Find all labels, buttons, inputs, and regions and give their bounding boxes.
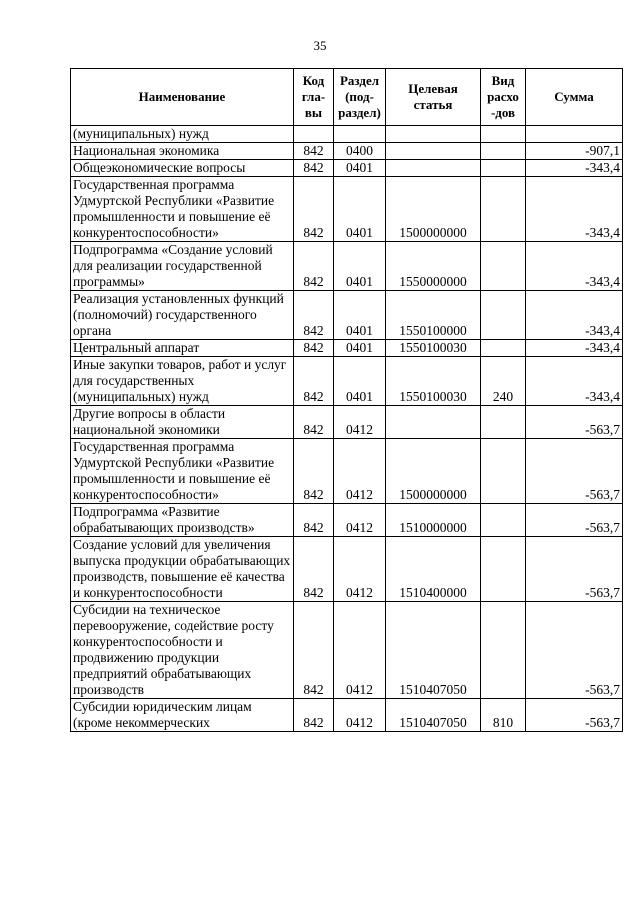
table-body (71, 126, 623, 732)
cell-code: 842 (294, 242, 334, 291)
cell-type (481, 242, 526, 291)
cell-name: Общеэкономические вопросы (71, 160, 294, 177)
header-sum: Сумма (526, 69, 623, 126)
cell-code: 842 (294, 439, 334, 504)
cell-code: 842 (294, 699, 334, 732)
table-row (71, 602, 623, 699)
cell-type: 810 (481, 699, 526, 732)
cell-name: Реализация установленных функций (полномочий) государственного органа (71, 291, 294, 340)
cell-sum: -563,7 (526, 406, 623, 439)
cell-code: 842 (294, 357, 334, 406)
cell-section: 0412 (334, 406, 386, 439)
cell-type (481, 406, 526, 439)
table-row (71, 340, 623, 357)
cell-type (481, 439, 526, 504)
cell-name: Другие вопросы в области национальной экономики (71, 406, 294, 439)
table-row (71, 242, 623, 291)
header-code: Код гла- вы (294, 69, 334, 126)
cell-type (481, 537, 526, 602)
header-type: Вид расхо -дов (481, 69, 526, 126)
table-row (71, 177, 623, 242)
cell-sum (526, 126, 623, 143)
cell-type (481, 504, 526, 537)
cell-section: 0412 (334, 504, 386, 537)
cell-section: 0412 (334, 602, 386, 699)
cell-code (294, 126, 334, 143)
cell-target: 1510400000 (386, 537, 481, 602)
cell-name: Национальная экономика (71, 143, 294, 160)
table-row (71, 291, 623, 340)
cell-type (481, 143, 526, 160)
cell-type: 240 (481, 357, 526, 406)
cell-name: (муниципальных) нужд (71, 126, 294, 143)
cell-name: Создание условий для увеличения выпуска продукции обрабатывающих производств, повышение её качества и конкурентоспособности (71, 537, 294, 602)
table-row (71, 439, 623, 504)
header-section: Раздел (под- раздел) (334, 69, 386, 126)
table-row (71, 406, 623, 439)
header-target: Целевая статья (386, 69, 481, 126)
cell-code: 842 (294, 291, 334, 340)
cell-section: 0401 (334, 340, 386, 357)
cell-target: 1550100000 (386, 291, 481, 340)
table-row (71, 126, 623, 143)
cell-type (481, 602, 526, 699)
cell-code: 842 (294, 160, 334, 177)
table-row (71, 537, 623, 602)
cell-sum: -343,4 (526, 177, 623, 242)
cell-sum: -343,4 (526, 160, 623, 177)
cell-target: 1550100030 (386, 340, 481, 357)
cell-section: 0400 (334, 143, 386, 160)
cell-name: Государственная программа Удмуртской Республики «Развитие промышленности и повышение её конкурентоспособности» (71, 439, 294, 504)
cell-code: 842 (294, 143, 334, 160)
cell-target: 1510407050 (386, 602, 481, 699)
cell-target: 1510407050 (386, 699, 481, 732)
cell-name: Подпрограмма «Развитие обрабатывающих производств» (71, 504, 294, 537)
table-row (71, 504, 623, 537)
cell-name: Государственная программа Удмуртской Республики «Развитие промышленности и повышение её конкурентоспособности» (71, 177, 294, 242)
budget-table (70, 68, 623, 732)
cell-target (386, 143, 481, 160)
page-number: 35 (313, 38, 327, 53)
cell-target (386, 160, 481, 177)
table-header-row (71, 69, 623, 126)
cell-sum: -563,7 (526, 602, 623, 699)
cell-code: 842 (294, 406, 334, 439)
cell-section: 0401 (334, 160, 386, 177)
cell-sum: -563,7 (526, 439, 623, 504)
cell-type (481, 291, 526, 340)
cell-name: Иные закупки товаров, работ и услуг для государственных (муниципальных) нужд (71, 357, 294, 406)
cell-target: 1550000000 (386, 242, 481, 291)
cell-section: 0412 (334, 439, 386, 504)
cell-sum: -343,4 (526, 291, 623, 340)
cell-section: 0412 (334, 537, 386, 602)
cell-sum: -907,1 (526, 143, 623, 160)
cell-section: 0401 (334, 242, 386, 291)
cell-target: 1500000000 (386, 177, 481, 242)
cell-code: 842 (294, 504, 334, 537)
cell-code: 842 (294, 537, 334, 602)
table-row (71, 143, 623, 160)
cell-section: 0412 (334, 699, 386, 732)
cell-target (386, 406, 481, 439)
table-row (71, 699, 623, 732)
cell-code: 842 (294, 177, 334, 242)
cell-name: Центральный аппарат (71, 340, 294, 357)
cell-sum: -563,7 (526, 537, 623, 602)
cell-sum: -343,4 (526, 340, 623, 357)
cell-sum: -343,4 (526, 357, 623, 406)
cell-name: Подпрограмма «Создание условий для реализации государственной программы» (71, 242, 294, 291)
cell-section (334, 126, 386, 143)
cell-target: 1500000000 (386, 439, 481, 504)
cell-type (481, 126, 526, 143)
cell-code: 842 (294, 340, 334, 357)
cell-section: 0401 (334, 177, 386, 242)
cell-target (386, 126, 481, 143)
cell-name: Субсидии на техническое перевооружение, содействие росту конкурентоспособности и продвижению продукции предприятий обрабатывающих производств (71, 602, 294, 699)
cell-type (481, 177, 526, 242)
cell-sum: -563,7 (526, 699, 623, 732)
cell-sum: -563,7 (526, 504, 623, 537)
cell-type (481, 340, 526, 357)
table-row (71, 160, 623, 177)
cell-target: 1550100030 (386, 357, 481, 406)
table-row (71, 357, 623, 406)
cell-section: 0401 (334, 291, 386, 340)
cell-type (481, 160, 526, 177)
cell-target: 1510000000 (386, 504, 481, 537)
cell-sum: -343,4 (526, 242, 623, 291)
cell-code: 842 (294, 602, 334, 699)
header-name: Наименование (71, 69, 294, 126)
cell-name: Субсидии юридическим лицам (кроме некоммерческих (71, 699, 294, 732)
cell-section: 0401 (334, 357, 386, 406)
